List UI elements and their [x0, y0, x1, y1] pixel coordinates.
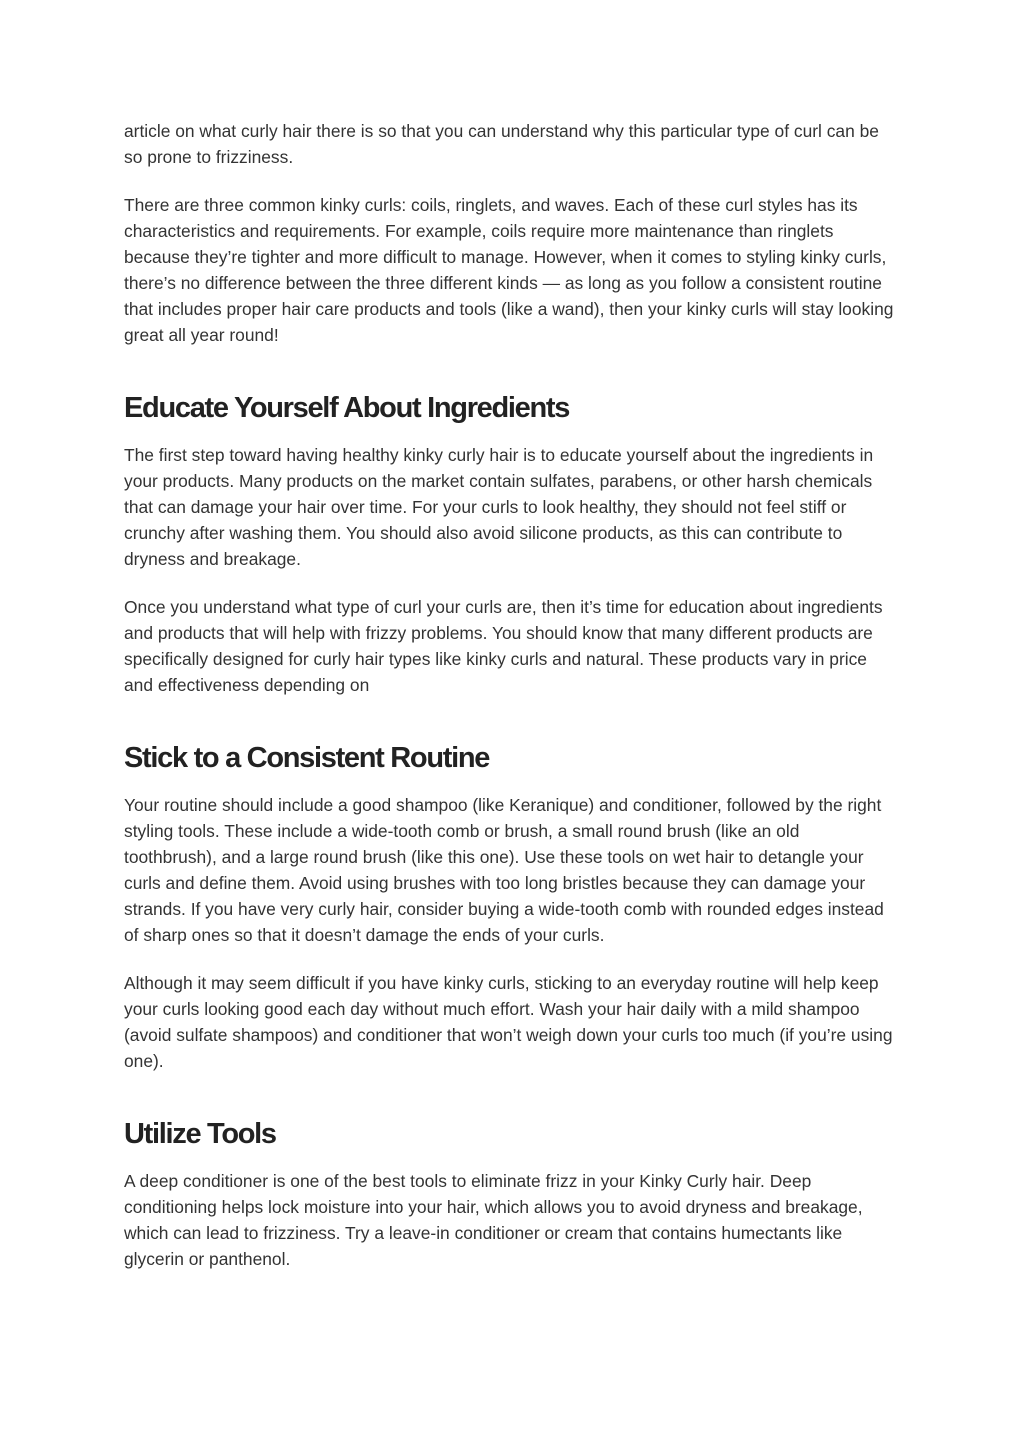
section-heading: Utilize Tools: [124, 1118, 276, 1150]
section-consistent-routine: [124, 740, 894, 1074]
section-educate-ingredients: [124, 390, 894, 698]
section-paragraph: A deep conditioner is one of the best tools to eliminate frizz in your Kinky Curly hair. Deep conditioning helps lock moisture into your hair, which allows you to avoid dryness and breakage, which can lead to frizziness. Try a leave-in conditioner or cream that contains humectants like glycerin or panthenol.: [124, 1171, 863, 1269]
section-paragraph: The first step toward having healthy kinky curly hair is to educate yourself about the ingredients in your products. Many products on the market contain sulfates, parabens, or other harsh chemicals that can damage your hair over time. For your curls to look healthy, they should not feel stiff or crunchy after washing them. You should also avoid silicone products, as this can contribute to dryness and breakage.: [124, 445, 874, 569]
section-heading: Educate Yourself About Ingredients: [124, 392, 570, 424]
intro-paragraph-2: There are three common kinky curls: coils, ringlets, and waves. Each of these curl styles has its characteristics and requirements. For example, coils require more maintenance than ringlets because they’re tighter and more difficult to manage. However, when it comes to styling kinky curls, there’s no difference between the three different kinds — as long as you follow a consistent routine that includes proper hair care products and tools (like a wand), then your kinky curls will stay looking great all year round!: [124, 195, 894, 345]
section-paragraph: Once you understand what type of curl your curls are, then it’s time for education about ingredients and products that will help with frizzy problems. You should know that many different products are specifically designed for curly hair types like kinky curls and natural. These products vary in price and effectiveness depending on: [124, 597, 883, 695]
section-utilize-tools: [124, 1116, 894, 1272]
intro-paragraph-1: article on what curly hair there is so that you can understand why this particular type of curl can be so prone to frizziness.: [124, 121, 879, 167]
section-paragraph: Your routine should include a good shampoo (like Keranique) and conditioner, followed by the right styling tools. These include a wide-tooth comb or brush, a small round brush (like an old toothbrush), and a large round brush (like this one). Use these tools on wet hair to detangle your curls and define them. Avoid using brushes with too long bristles because they can damage your strands. If you have very curly hair, consider buying a wide-tooth comb with rounded edges instead of sharp ones so that it doesn’t damage the ends of your curls.: [124, 795, 884, 945]
document-page: [124, 118, 894, 1294]
section-paragraph: Although it may seem difficult if you have kinky curls, sticking to an everyday routine will help keep your curls looking good each day without much effort. Wash your hair daily with a mild shampoo (avoid sulfate shampoos) and conditioner that won’t weigh down your curls too much (if you’re using one).: [124, 973, 893, 1071]
section-heading: Stick to a Consistent Routine: [124, 742, 490, 774]
